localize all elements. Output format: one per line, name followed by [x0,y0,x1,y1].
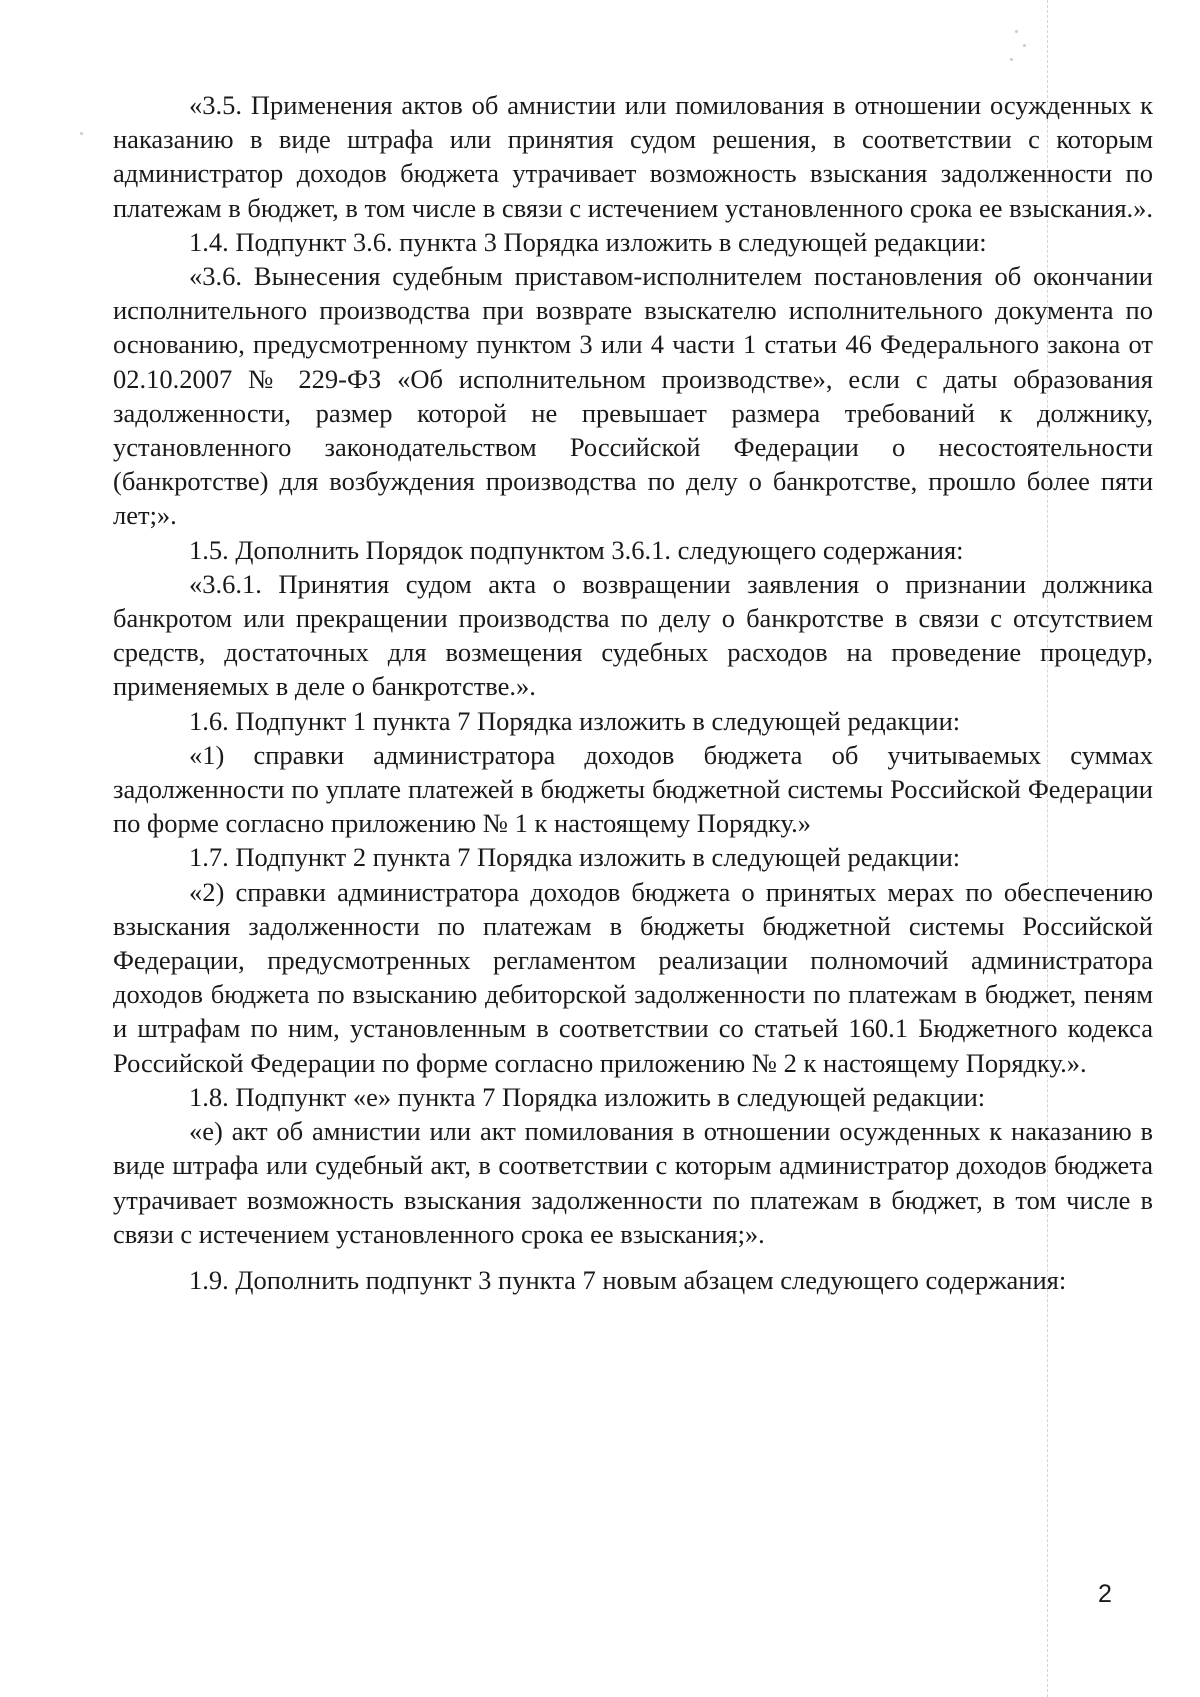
paragraph-3-6: «3.6. Вынесения судебным приставом-исполнителем постановления об окончании исполнительного производства при возврате взыскателю исполнительного документа по основанию, предусмотренному пунктом 3 или 4 части 1 статьи 46 Федерального закона от 02.10.2007 № 229-ФЗ «Об исполнительном производстве», если с даты образования задолженности, размер которой не превышает размера требований к должнику, установленного законодательством Российской Федерации о несостоятельности (банкротстве) для возбуждения производства по делу о банкротстве, прошло более пяти лет;». [113,261,1153,531]
paragraph-3-5: «3.5. Применения актов об амнистии или помилования в отношении осужденных к наказанию в виде штрафа или принятия судом решения, в соответствии с которым администратор доходов бюджета утрачивает возможность взыскания задолженности по платежам в бюджет, в том числе в связи с истечением установленного срока ее взыскания.». [113,90,1154,223]
paragraph-item-e: «е) акт об амнистии или акт помилования в отношении осужденных к наказанию в виде штрафа или судебный акт, в соответствии с которым администратор доходов бюджета утрачивает возможность взыскания задолженности по платежам в бюджет, в том числе в связи с истечением установленного срока ее взыскания;». [113,1116,1153,1249]
paragraph-1-9: 1.9. Дополнить подпункт 3 пункта 7 новым абзацем следующего содержания: [189,1264,1067,1295]
paragraph-1-4: 1.4. Подпункт 3.6. пункта 3 Порядка изложить в следующей редакции: [189,226,987,257]
page-number: 2 [1098,1580,1112,1608]
paragraph-1-6: 1.6. Подпункт 1 пункта 7 Порядка изложить в следующей редакции: [189,705,961,736]
paragraph-3-6-1: «3.6.1. Принятия судом акта о возвращении заявления о признании должника банкротом или прекращении производства по делу о банкротстве в связи с отсутствием средств, достаточных для возмещения судебных расходов на проведение процедур, применяемых в деле о банкротстве.». [113,568,1153,702]
scan-speck [1023,44,1026,47]
scan-speck [1015,30,1018,33]
document-body [113,88,1153,1297]
scan-speck [80,132,83,135]
paragraph-item-2: «2) справки администратора доходов бюджета о принятых мерах по обеспечению взыскания задолженности по платежам в бюджеты бюджетной системы Российской Федерации, предусмотренных регламентом реализации полномочий администратора доходов бюджета по взысканию дебиторской задолженности по платежам в бюджет, пеням и штрафам по ним, установленным в соответствии со статьей 160.1 Бюджетного кодекса Российской Федерации по форме согласно приложению № 2 к настоящему Порядку.». [113,876,1153,1078]
scan-speck [1010,58,1013,61]
paragraph-item-1: «1) справки администратора доходов бюджета об учитываемых суммах задолженности по уплате платежей в бюджеты бюджетной системы Российской Федерации по форме согласно приложению № 1 к настоящему Порядку.» [113,739,1153,839]
paragraph-1-5: 1.5. Дополнить Порядок подпунктом 3.6.1. следующего содержания: [189,534,964,565]
paragraph-1-7: 1.7. Подпункт 2 пункта 7 Порядка изложить в следующей редакции: [189,842,961,873]
paragraph-1-8: 1.8. Подпункт «е» пункта 7 Порядка изложить в следующей редакции: [189,1081,986,1112]
